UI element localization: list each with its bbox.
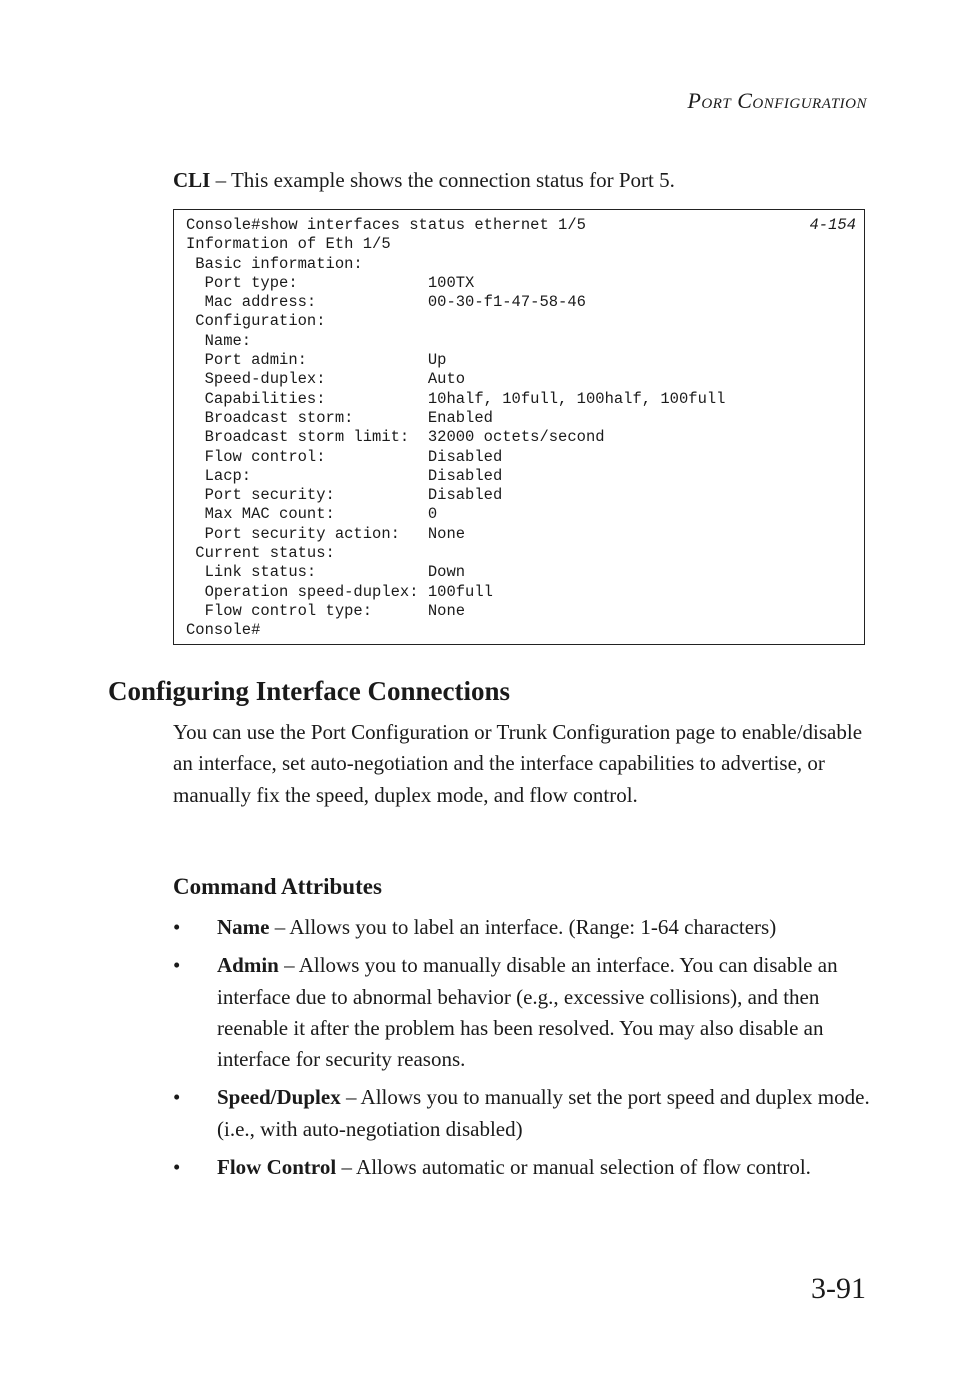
bullet-icon: • xyxy=(173,1085,181,1110)
cli-code-block xyxy=(173,209,865,645)
code-line: Broadcast storm limit: 32000 octets/second xyxy=(186,428,605,447)
attribute-term: Name xyxy=(217,915,270,939)
code-line: Link status: Down xyxy=(186,563,466,582)
code-line: Information of Eth 1/5 xyxy=(186,235,391,254)
bullet-icon: • xyxy=(173,915,181,939)
attribute-description: – Allows automatic or manual selection of flow control. xyxy=(336,1155,811,1180)
attribute-term: Admin xyxy=(217,953,279,978)
cli-label: CLI xyxy=(173,168,211,192)
code-line: Capabilities: 10half, 10full, 100half, 100full xyxy=(186,389,726,408)
page-number: 3-91 xyxy=(811,1272,866,1305)
code-line: Flow control type: None xyxy=(186,601,466,620)
list-item xyxy=(173,1082,873,1145)
code-line: Name: xyxy=(186,331,252,350)
command-reference-link: 4-154 xyxy=(809,216,856,234)
code-line: Configuration: xyxy=(186,312,326,331)
code-line: Flow control: Disabled xyxy=(186,447,503,466)
code-line: Operation speed-duplex: 100full xyxy=(186,582,493,601)
code-line: Current status: xyxy=(186,544,335,563)
attribute-term: Flow Control xyxy=(217,1155,337,1180)
code-line: Basic information: xyxy=(186,254,363,273)
attribute-term: Speed/Duplex xyxy=(217,1085,341,1110)
command-attributes-heading: Command Attributes xyxy=(173,874,382,899)
running-header: Port Configuration xyxy=(687,88,867,113)
list-item xyxy=(173,912,873,943)
code-line: Port security: Disabled xyxy=(186,486,503,505)
code-line: Console#show interfaces status ethernet 1/5 xyxy=(186,216,586,234)
command-attributes-list xyxy=(173,912,873,1190)
attribute-description: – Allows you to label an interface. (Range: 1-64 characters) xyxy=(269,915,777,939)
code-line: Speed-duplex: Auto xyxy=(186,370,466,389)
attribute-description: – Allows you to manually disable an interface. You can disable an interface due to abnormal behavior (e.g., excessive collisions), and then reenable it after the problem has been resolved. You may also disable an interface for security reasons. xyxy=(217,953,838,1072)
cli-code-lines xyxy=(186,216,726,641)
code-line: Port type: 100TX xyxy=(186,273,475,292)
cli-intro xyxy=(173,168,675,193)
attribute-description: – Allows you to manually set the port speed and duplex mode. (i.e., with auto-negotiation disabled) xyxy=(217,1085,870,1141)
code-line: Broadcast storm: Enabled xyxy=(186,408,493,427)
code-line: Port security action: None xyxy=(186,524,466,543)
code-line: Lacp: Disabled xyxy=(186,466,503,485)
code-line: Console# xyxy=(186,621,261,640)
list-item xyxy=(173,1152,873,1183)
cli-intro-text: – This example shows the connection status for Port 5. xyxy=(210,168,675,192)
bullet-icon: • xyxy=(173,1155,181,1180)
list-item xyxy=(173,950,873,1075)
code-line: Max MAC count: 0 xyxy=(186,505,438,524)
code-line: Mac address: 00-30-f1-47-58-46 xyxy=(186,293,586,312)
code-line: Port admin: Up xyxy=(186,351,447,370)
section-heading: Configuring Interface Connections xyxy=(108,676,510,706)
section-body: You can use the Port Configuration or Trunk Configuration page to enable/disable an interface, set auto-negotiation and the interface capabilities to advertise, or manually fix the speed, duplex mode, and flow control. xyxy=(173,720,863,807)
bullet-icon: • xyxy=(173,953,181,978)
